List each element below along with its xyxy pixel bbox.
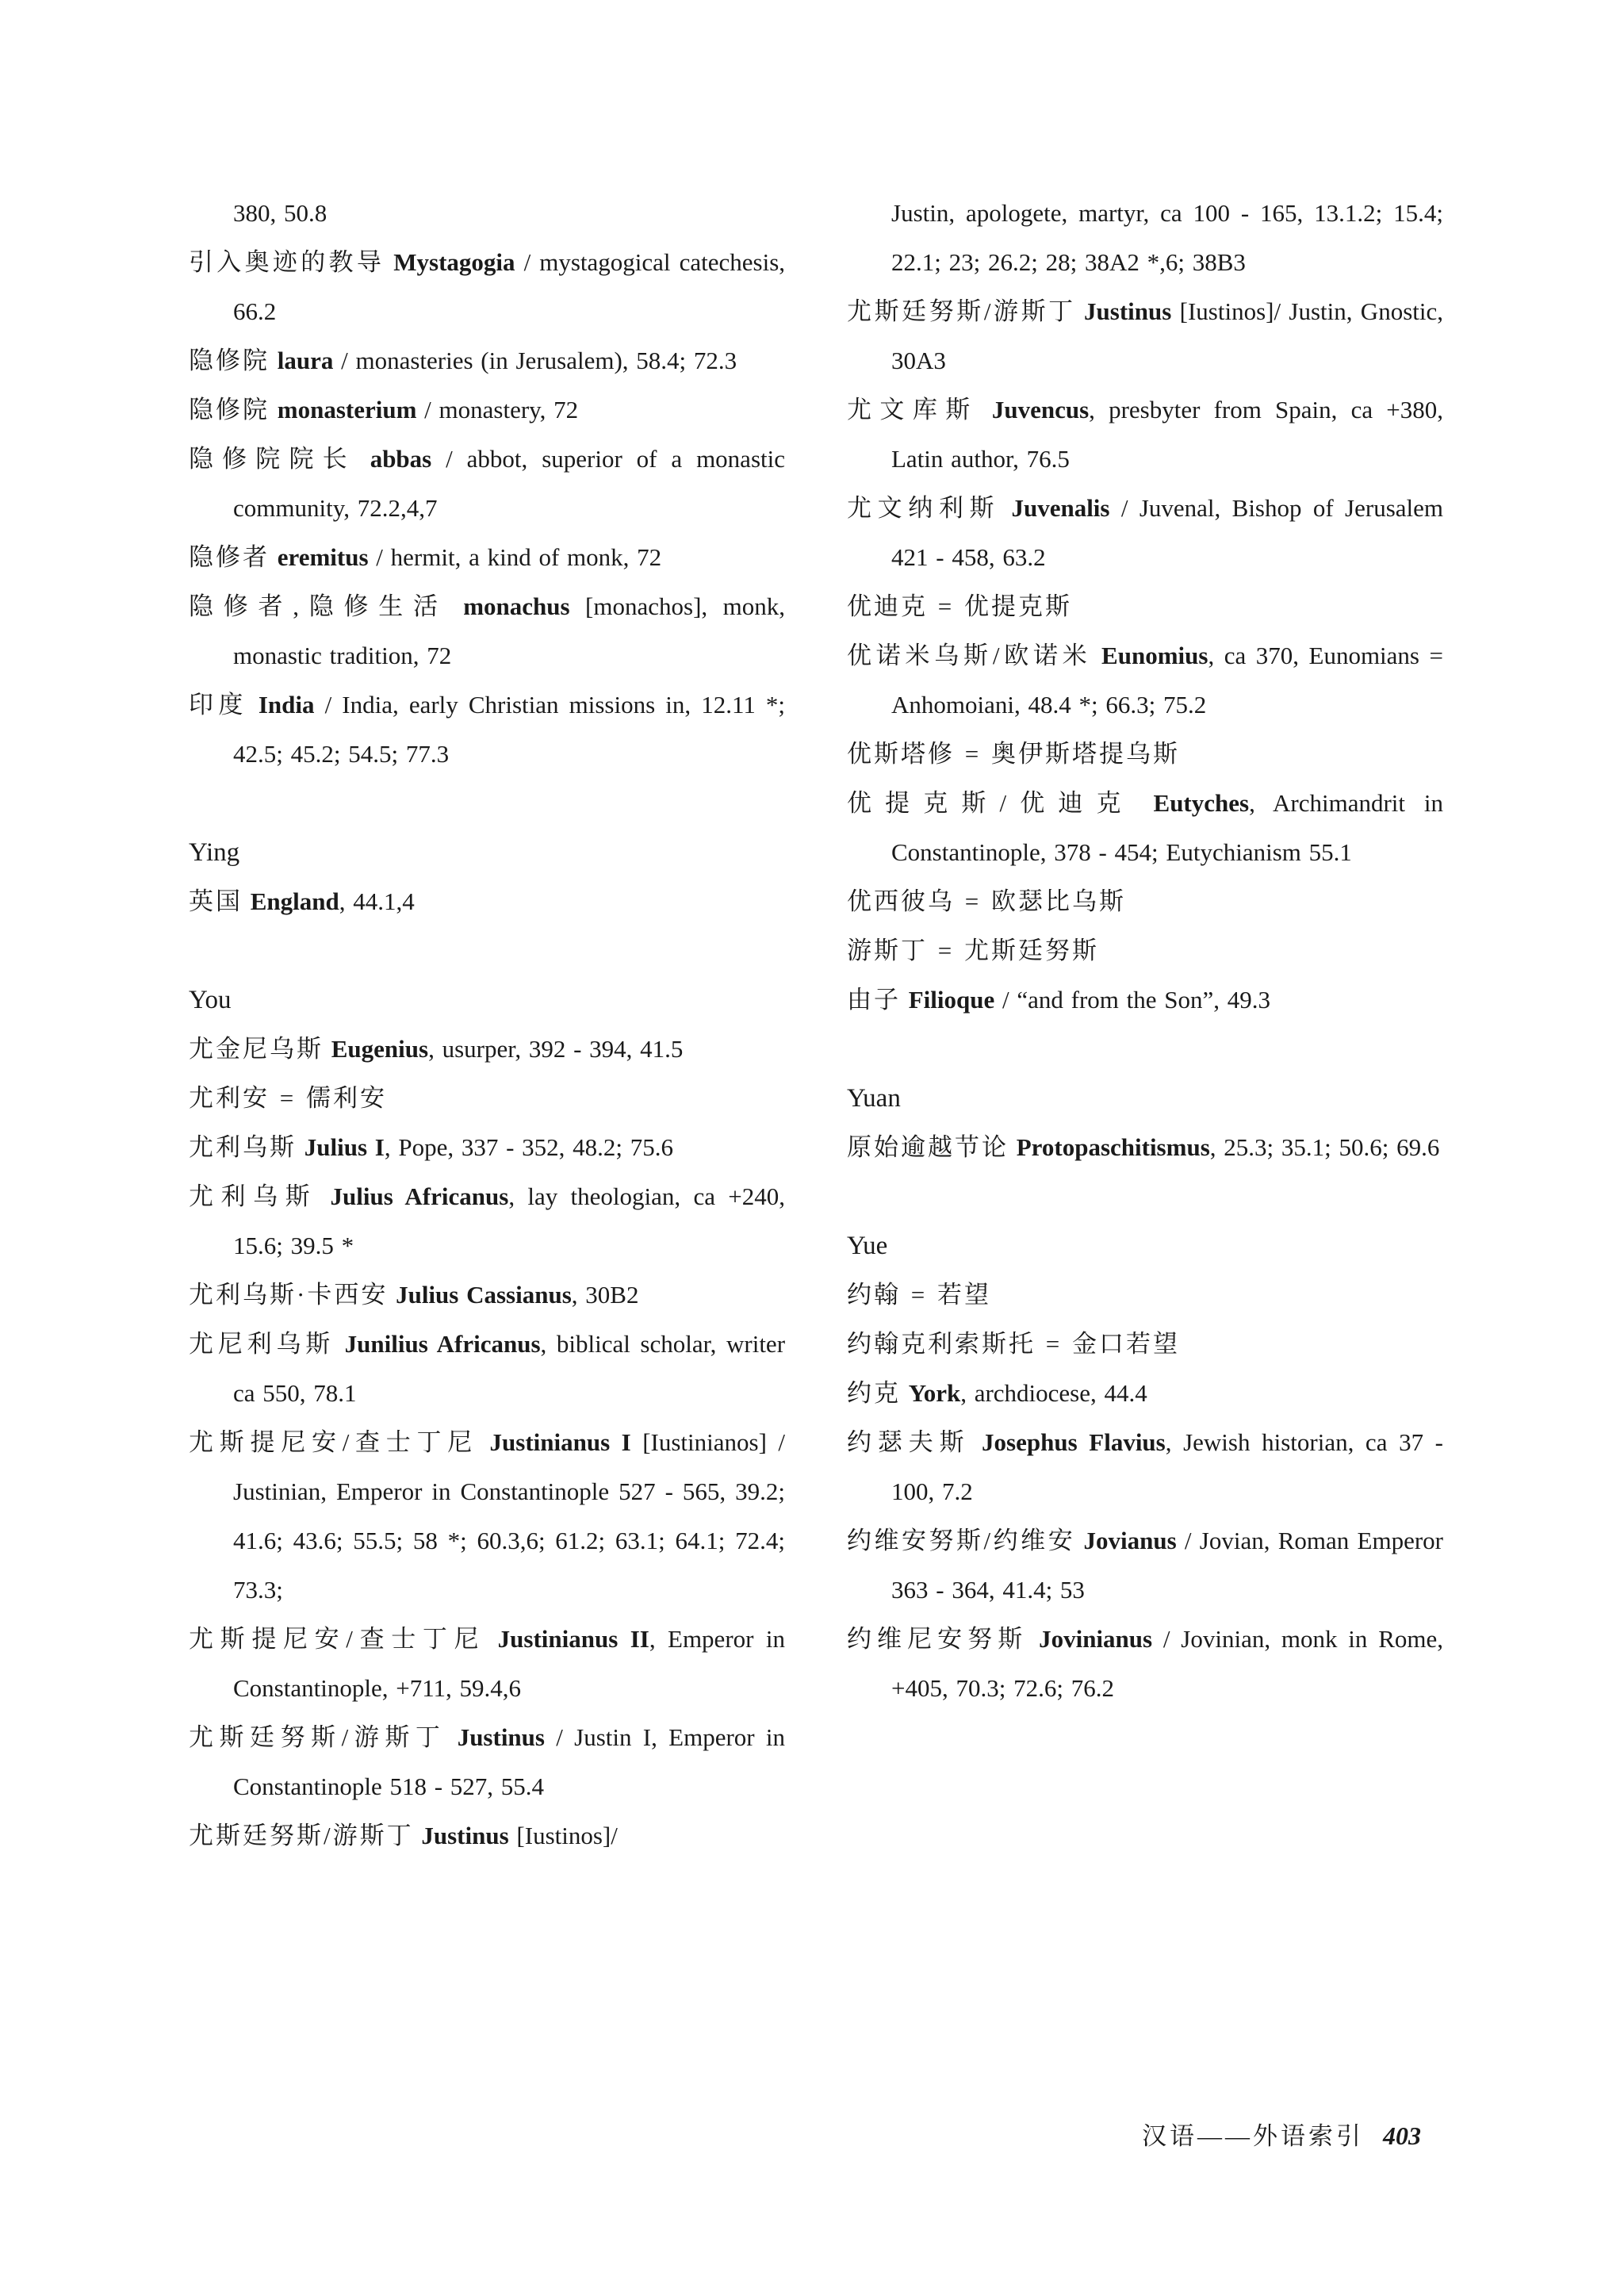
entry-details: / Juvenal, Bishop of Jerusalem 421 - 458, 63.2	[891, 494, 1443, 571]
index-entry	[189, 1320, 785, 1418]
index-entry	[847, 1369, 1443, 1418]
entry-chinese-term: 印度	[189, 691, 248, 719]
entry-latin-term: Filioque	[908, 986, 995, 1014]
entry-details: / Justin I, Emperor in Constantinople 518 - 527, 55.4	[233, 1723, 785, 1800]
entry-latin-term: Josephus Flavius	[982, 1428, 1166, 1456]
entry-chinese-term: 约维尼安努斯	[847, 1625, 1028, 1653]
index-entry	[847, 877, 1443, 926]
entry-details: , 30B2	[571, 1281, 639, 1309]
index-entry	[847, 484, 1443, 582]
entry-details: , lay theologian, ca +240, 15.6; 39.5 *	[233, 1182, 786, 1259]
entry-chinese-term: 约翰 = 若望	[847, 1281, 991, 1309]
index-entry	[189, 435, 785, 533]
index-entry	[189, 1418, 785, 1615]
entry-chinese-term: 引入奥迹的教导	[189, 248, 385, 276]
index-entry	[847, 582, 1443, 631]
entry-latin-term: monachus	[463, 592, 570, 620]
index-entry	[189, 680, 785, 779]
right-column	[847, 189, 1443, 1713]
entry-chinese-term: 尤文库斯	[847, 396, 979, 423]
entry-chinese-term: 尤利安 = 儒利安	[189, 1084, 387, 1112]
entry-chinese-term: 由子	[847, 986, 901, 1014]
entry-chinese-term: 尤利乌斯	[189, 1133, 297, 1161]
entry-details: / monasteries (in Jerusalem), 58.4; 72.3	[333, 347, 737, 374]
page-number: 403	[1383, 2121, 1421, 2150]
entry-chinese-term: 尤斯提尼安/查士丁尼	[189, 1428, 479, 1456]
entry-details: , 44.1,4	[339, 887, 415, 915]
entry-latin-term: Justinus	[1084, 297, 1172, 325]
entry-details: / India, early Christian missions in, 12.11 *; 42.5; 45.2; 54.5; 77.3	[233, 691, 786, 768]
index-entry	[847, 287, 1443, 385]
entry-chinese-term: 尤利乌斯	[189, 1182, 318, 1210]
entry-chinese-term: 尤斯廷努斯/游斯丁	[847, 297, 1076, 325]
entry-details: [monachos], monk, monastic tradition, 72	[233, 592, 786, 669]
entry-details: , 25.3; 35.1; 50.6; 69.6	[1209, 1133, 1440, 1161]
entry-latin-term: Juvencus	[991, 396, 1090, 423]
index-entry	[847, 730, 1443, 779]
section-heading: Yue	[847, 1232, 888, 1260]
entry-details: / Jovian, Roman Emperor 363 - 364, 41.4; 53	[891, 1527, 1443, 1604]
entry-chinese-term: 尤斯廷努斯/游斯丁	[189, 1723, 446, 1751]
entry-latin-term: eremitus	[277, 543, 369, 571]
index-entry	[847, 975, 1443, 1025]
entry-details: , usurper, 392 - 394, 41.5	[428, 1035, 684, 1063]
entry-latin-term: Junilius Africanus	[344, 1330, 541, 1358]
entry-latin-term: Juvenalis	[1011, 494, 1110, 522]
entry-chinese-term: 约维安努斯/约维安	[847, 1527, 1076, 1554]
entry-latin-term: monasterium	[277, 396, 417, 423]
entry-details: / monastery, 72	[416, 396, 579, 423]
section-heading: You	[189, 986, 232, 1014]
entry-details: , Archimandrit in Constantinople, 378 - 454; Eutychianism 55.1	[891, 789, 1444, 866]
entry-chinese-term: 隐修者,隐修生活	[189, 592, 448, 620]
entry-chinese-term: 优迪克 = 优提克斯	[847, 592, 1072, 620]
entry-latin-term: Justinianus II	[497, 1625, 649, 1653]
entry-chinese-term: 优诺米乌斯/欧诺米	[847, 642, 1092, 669]
entry-chinese-term: 约翰克利索斯托 = 金口若望	[847, 1330, 1180, 1358]
index-entry	[189, 238, 785, 336]
entry-chinese-term: 英国	[189, 887, 243, 915]
index-entry	[847, 385, 1443, 484]
entry-chinese-term: 约克	[847, 1379, 901, 1407]
entry-latin-term: Jovinianus	[1039, 1625, 1153, 1653]
index-entry	[847, 1320, 1443, 1369]
entry-details: / mystagogical catechesis, 66.2	[233, 248, 786, 325]
index-entry	[189, 1074, 785, 1123]
entry-chinese-term: 尤利乌斯·卡西安	[189, 1281, 389, 1309]
entry-details: , biblical scholar, writer ca 550, 78.1	[233, 1330, 786, 1407]
entry-latin-term: India	[258, 691, 315, 719]
entry-chinese-term: 尤斯提尼安/查士丁尼	[189, 1625, 486, 1653]
index-entry	[189, 1713, 785, 1811]
index-entry	[189, 582, 785, 680]
entry-details: , Pope, 337 - 352, 48.2; 75.6	[384, 1133, 674, 1161]
entry-latin-term: Protopaschitismus	[1016, 1133, 1210, 1161]
entry-chinese-term: 约瑟夫斯	[847, 1428, 971, 1456]
entry-latin-term: Julius Africanus	[330, 1182, 509, 1210]
entry-chinese-term: 隐修院	[189, 396, 270, 423]
entry-latin-term: Julius I	[304, 1133, 385, 1161]
entry-latin-term: Eutyches	[1153, 789, 1250, 817]
entry-latin-term: Justinus	[457, 1723, 545, 1751]
entry-chinese-term: 优西彼乌 = 欧瑟比乌斯	[847, 887, 1126, 915]
index-entry	[847, 1516, 1443, 1615]
entry-latin-term: York	[908, 1379, 961, 1407]
footer-section-label: 汉语——外语索引	[1142, 2122, 1364, 2150]
index-entry	[847, 1615, 1443, 1713]
index-entry	[189, 1123, 785, 1172]
entry-latin-term: Mystagogia	[393, 248, 515, 276]
entry-chinese-term: 尤尼利乌斯	[189, 1330, 335, 1358]
entry-details: / hermit, a kind of monk, 72	[368, 543, 662, 571]
entry-details: / Jovinian, monk in Rome, +405, 70.3; 72.6; 76.2	[891, 1625, 1444, 1702]
section-heading: Yuan	[847, 1084, 901, 1113]
entry-chinese-term: 原始逾越节论	[847, 1133, 1009, 1161]
entry-latin-term: laura	[277, 347, 334, 374]
entry-latin-term: Eunomius	[1101, 642, 1208, 669]
entry-latin-term: England	[250, 887, 339, 915]
entry-details: / “and from the Son”, 49.3	[994, 986, 1271, 1014]
entry-chinese-term: 隐修院	[189, 347, 270, 374]
entry-details: [Iustinianos] / Justinian, Emperor in Constantinople 527 - 565, 39.2; 41.6; 43.6; 55.5; 58 *; 60.3,6; 61.2; 63.1; 64.1; 72.4; 73.3;	[233, 1428, 786, 1604]
entry-latin-term: Julius Cassianus	[396, 1281, 572, 1309]
index-entry	[847, 1123, 1443, 1172]
index-entry-continuation: 380, 50.8	[233, 199, 327, 227]
index-entry-continuation: Justin, apologete, martyr, ca 100 - 165, 13.1.2; 15.4; 22.1; 23; 26.2; 28; 38A2 *,6; 38B3	[891, 199, 1443, 276]
index-entry	[189, 385, 785, 435]
index-entry	[847, 926, 1443, 975]
entry-latin-term: Justinus	[421, 1822, 509, 1849]
index-entry	[189, 1172, 785, 1270]
entry-chinese-term: 尤金尼乌斯	[189, 1035, 324, 1063]
index-entry	[189, 1811, 785, 1861]
entry-details: , ca 370, Eunomians = Anhomoiani, 48.4 *; 66.3; 75.2	[891, 642, 1443, 719]
entry-latin-term: Justinianus I	[489, 1428, 631, 1456]
entry-chinese-term: 尤文纳利斯	[847, 494, 1001, 522]
index-entry	[847, 779, 1443, 877]
left-column	[189, 189, 785, 1861]
entry-details: [Iustinos]/	[508, 1822, 618, 1849]
entry-details: [Iustinos]/ Justin, Gnostic, 30A3	[891, 297, 1443, 374]
entry-latin-term: abbas	[370, 445, 432, 473]
entry-details: , presbyter from Spain, ca +380, Latin author, 76.5	[891, 396, 1443, 473]
entry-latin-term: Jovianus	[1083, 1527, 1177, 1554]
index-entry	[189, 1615, 785, 1713]
entry-chinese-term: 游斯丁 = 尤斯廷努斯	[847, 937, 1099, 964]
index-entry	[189, 1025, 785, 1074]
section-heading: Ying	[189, 838, 240, 867]
entry-chinese-term: 优斯塔修 = 奥伊斯塔提乌斯	[847, 740, 1180, 768]
entry-chinese-term: 隐修者	[189, 543, 270, 571]
index-entry	[847, 1418, 1443, 1516]
entry-details: , Jewish historian, ca 37 - 100, 7.2	[891, 1428, 1443, 1505]
entry-details: , archdiocese, 44.4	[960, 1379, 1147, 1407]
index-entry	[189, 1270, 785, 1320]
index-entry	[847, 631, 1443, 730]
entry-details: , Emperor in Constantinople, +711, 59.4,6	[233, 1625, 785, 1702]
index-entry	[189, 336, 785, 385]
entry-details: / abbot, superior of a monastic community, 72.2,4,7	[233, 445, 785, 522]
index-entry	[847, 1270, 1443, 1320]
index-entry	[189, 533, 785, 582]
index-entry	[189, 877, 785, 926]
entry-chinese-term: 优提克斯/优迪克	[847, 789, 1135, 817]
page-footer	[1142, 2116, 1421, 2152]
entry-chinese-term: 尤斯廷努斯/游斯丁	[189, 1822, 414, 1849]
entry-latin-term: Eugenius	[331, 1035, 429, 1063]
entry-chinese-term: 隐修院院长	[189, 445, 356, 473]
